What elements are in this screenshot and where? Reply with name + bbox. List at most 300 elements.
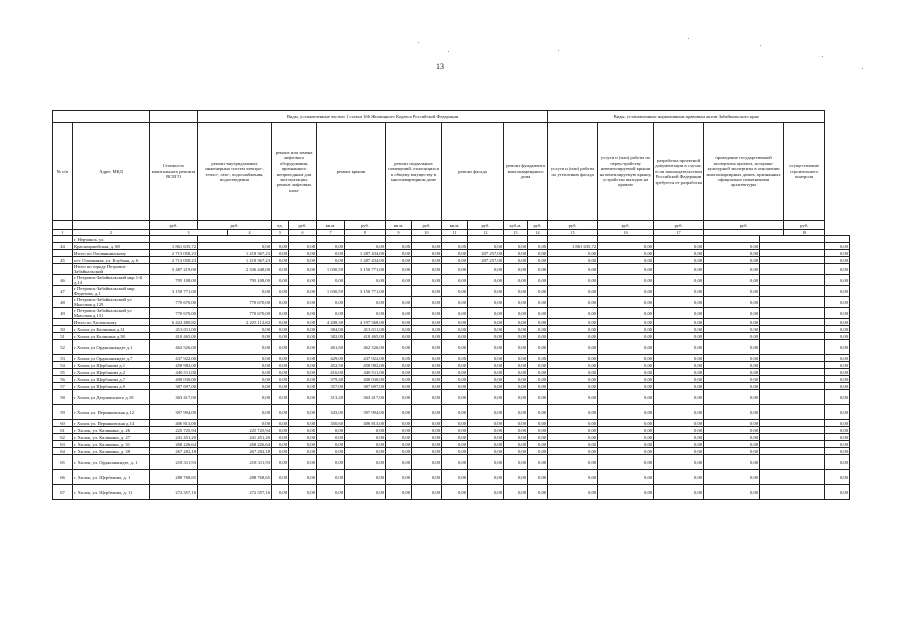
cell-value: 0,00 <box>289 286 317 297</box>
cell-value: 0,00 <box>654 405 704 420</box>
unit-label: руб. <box>289 221 317 230</box>
unit-label: руб. <box>468 221 504 230</box>
cell-value: 0,00 <box>412 326 442 333</box>
cell-value: 0,00 <box>598 286 654 297</box>
header-foundation: ремонт фундамента многоквартирного дома <box>504 123 548 221</box>
cell-value: 0,00 <box>442 405 468 420</box>
cell-value: 0,00 <box>272 420 289 427</box>
unit-label: руб. <box>150 221 198 230</box>
cell-value: 406 813,00 <box>345 420 386 427</box>
cell-value: 413 011,00 <box>150 326 198 333</box>
column-index: 18 <box>784 230 825 236</box>
cell-value: 0,00 <box>468 455 504 470</box>
cell-value: 0,00 <box>528 286 548 297</box>
cell-value: 0,00 <box>528 243 548 250</box>
cell-value: 0,00 <box>598 250 654 257</box>
cell-value: 0,00 <box>825 340 850 355</box>
column-index: 7 <box>317 230 345 236</box>
cell-value: 0,00 <box>504 485 528 500</box>
row-address: г. Хилок, ул. Калинина, д. 38 <box>73 448 150 455</box>
cell-value: 0,00 <box>528 383 548 390</box>
row-address: г Петровск-Забайкальский ул Мысовая д.129 <box>73 297 150 308</box>
row-address: г. Хилок, ул. Щербакова, д. 11 <box>73 485 150 500</box>
cell-value: 0,00 <box>654 441 704 448</box>
cell-value: 0,00 <box>198 326 272 333</box>
cell-value: 0,00 <box>468 326 504 333</box>
cell-value: 0,00 <box>198 355 272 362</box>
cell-value: 0,00 <box>412 275 442 286</box>
cell-value: 0,00 <box>289 390 317 405</box>
cell-value: 0,00 <box>289 355 317 362</box>
cell-value: 241 451,20 <box>150 434 198 441</box>
cell-value: 0,00 <box>442 383 468 390</box>
cell-value: 0,00 <box>654 434 704 441</box>
cell-value: 0,00 <box>468 362 504 369</box>
cell-value: 0,00 <box>548 390 598 405</box>
cell-value: 0,00 <box>504 275 528 286</box>
cell-value: 0,00 <box>468 376 504 383</box>
cell-value <box>760 427 825 434</box>
cell-value: 0,00 <box>598 383 654 390</box>
cell-value <box>317 236 345 243</box>
subtotal-row <box>53 250 850 257</box>
cell-value: 0,00 <box>825 420 850 427</box>
cell-value: 0,00 <box>528 485 548 500</box>
cell-value: 413 011,00 <box>345 326 386 333</box>
cell-value <box>760 257 825 264</box>
cell-value: 0,00 <box>468 355 504 362</box>
cell-value: 0,00 <box>198 340 272 355</box>
cell-value: 0,00 <box>386 326 412 333</box>
table-row <box>53 405 850 420</box>
cell-value: 0,00 <box>289 250 317 257</box>
row-number: 63 <box>53 441 73 448</box>
cell-value: 0,00 <box>442 319 468 326</box>
row-number: 54 <box>53 362 73 369</box>
cell-value: 0,00 <box>598 340 654 355</box>
cell-value: 0,00 <box>504 333 528 340</box>
table-row <box>53 420 850 427</box>
column-index: 1 <box>53 230 73 236</box>
cell-value: 408 030,00 <box>150 376 198 383</box>
table-row <box>53 355 850 362</box>
cell-value: 0,00 <box>317 455 345 470</box>
cell-value: 0,00 <box>654 250 704 257</box>
cell-value: 0,00 <box>345 308 386 319</box>
cell-value: 1 030,59 <box>317 286 345 297</box>
column-index: 11 <box>442 230 468 236</box>
header-facade: ремонт фасада <box>442 123 504 221</box>
cell-value: 0,00 <box>654 319 704 326</box>
cell-value: 440 511,00 <box>150 369 198 376</box>
cell-value: 0,00 <box>528 326 548 333</box>
cell-value: 0,00 <box>598 257 654 264</box>
scan-speck <box>448 51 449 52</box>
cell-value: 0,00 <box>825 355 850 362</box>
table-row <box>53 485 850 500</box>
cell-value: 0,00 <box>548 286 598 297</box>
capital-repair-table <box>52 110 850 500</box>
unit-label: руб. <box>548 221 598 230</box>
cell-value: 0,00 <box>412 333 442 340</box>
cell-value: 0,00 <box>386 470 412 485</box>
table-row <box>53 236 850 243</box>
cell-value: 0,00 <box>548 434 598 441</box>
cell-value <box>760 390 825 405</box>
cell-value: 0,00 <box>548 297 598 308</box>
cell-value: 0,00 <box>386 405 412 420</box>
cell-value: 0,00 <box>317 275 345 286</box>
cell-value <box>345 236 386 243</box>
row-number: 64 <box>53 448 73 455</box>
cell-value: 461,60 <box>317 340 345 355</box>
cell-value: 0,00 <box>654 264 704 275</box>
cell-value <box>760 369 825 376</box>
row-address: г Хилок ул Щербакова д.9 <box>73 383 150 390</box>
cell-value: 0,00 <box>504 405 528 420</box>
cell-value: 0,00 <box>412 243 442 250</box>
cell-value: 0,00 <box>528 405 548 420</box>
cell-value: 2 336 448,00 <box>198 264 272 275</box>
cell-value: 0,00 <box>598 427 654 434</box>
cell-value: 0,00 <box>468 264 504 275</box>
cell-value: 0,00 <box>289 275 317 286</box>
cell-value: 1 030,59 <box>317 264 345 275</box>
cell-value: 0,00 <box>289 383 317 390</box>
cell-value: 429,00 <box>317 355 345 362</box>
cell-value: 0,00 <box>654 369 704 376</box>
cell-value: 0,00 <box>825 470 850 485</box>
unit-label: ед. <box>272 221 289 230</box>
scan-speck <box>760 45 761 46</box>
cell-value <box>760 376 825 383</box>
cell-value: 0,00 <box>704 448 760 455</box>
row-number: 46 <box>53 275 73 286</box>
column-index: 16 <box>598 230 654 236</box>
row-address: г Петровск-Забайкальский мкр 1-й д.14 <box>73 275 150 286</box>
cell-value: 0,00 <box>317 448 345 455</box>
cell-value: 0,00 <box>272 485 289 500</box>
row-number: 67 <box>53 485 73 500</box>
cell-value: 0,00 <box>386 264 412 275</box>
cell-value: 0,00 <box>704 390 760 405</box>
cell-value: 0,00 <box>272 286 289 297</box>
cell-value: 0,00 <box>468 286 504 297</box>
cell-value: 0,00 <box>704 340 760 355</box>
cell-value: 0,00 <box>528 319 548 326</box>
cell-value: 0,00 <box>412 308 442 319</box>
unit-label: кв.м. <box>317 221 345 230</box>
cell-value: 0,00 <box>412 340 442 355</box>
row-number: 50 <box>53 326 73 333</box>
header-no: № п/п <box>53 123 73 221</box>
cell-value: 384,00 <box>317 326 345 333</box>
cell-value: 0,00 <box>468 390 504 405</box>
cell-value: 0,00 <box>548 333 598 340</box>
cell-value: 0,00 <box>272 333 289 340</box>
cell-value: 0,00 <box>825 448 850 455</box>
cell-value: 0,00 <box>654 257 704 264</box>
cell-value <box>760 308 825 319</box>
cell-value: 0,00 <box>504 264 528 275</box>
cell-value: 0,00 <box>504 355 528 362</box>
cell-value: 0,00 <box>412 470 442 485</box>
cell-value: 0,00 <box>528 470 548 485</box>
cell-value: 0,00 <box>345 434 386 441</box>
row-address: г Хилок ул Орджоникидзе д.1 <box>73 340 150 355</box>
cell-value: 0,00 <box>386 340 412 355</box>
unit-label: руб. <box>412 221 442 230</box>
cell-value: 0,00 <box>272 362 289 369</box>
cell-value: 0,00 <box>825 264 850 275</box>
cell-value: 0,00 <box>442 455 468 470</box>
row-number: 60 <box>53 420 73 427</box>
cell-value: 0,00 <box>598 448 654 455</box>
cell-value: 0,00 <box>289 319 317 326</box>
cell-value: 0,00 <box>504 441 528 448</box>
cell-value: 0,00 <box>386 319 412 326</box>
cell-value: 0,00 <box>272 243 289 250</box>
cell-value: 0,00 <box>289 405 317 420</box>
cell-value: 0,00 <box>528 257 548 264</box>
cell-value: 268 226,64 <box>198 441 272 448</box>
cell-value: 0,00 <box>825 434 850 441</box>
cell-value <box>548 236 598 243</box>
cell-value: 0,00 <box>289 441 317 448</box>
cell-value: 458 982,00 <box>345 362 386 369</box>
cell-value: 0,00 <box>289 257 317 264</box>
cell-value: 0,00 <box>442 340 468 355</box>
cell-value: 0,00 <box>468 243 504 250</box>
cell-value: 0,00 <box>504 383 528 390</box>
cell-value: 0,00 <box>598 319 654 326</box>
cell-value: 416,00 <box>317 369 345 376</box>
table-row <box>53 362 850 369</box>
cell-value: 0,00 <box>504 470 528 485</box>
cell-value: 1 861 635,72 <box>548 243 598 250</box>
row-number <box>53 250 73 257</box>
cell-value: 1 861 635,72 <box>150 243 198 250</box>
cell-value: 0,00 <box>386 308 412 319</box>
cell-value: 0,00 <box>704 264 760 275</box>
cell-value: 0,00 <box>504 319 528 326</box>
cell-value: 2 713 058,23 <box>150 257 198 264</box>
cell-value: 0,00 <box>704 243 760 250</box>
cell-value: 0,00 <box>598 326 654 333</box>
cell-value <box>760 362 825 369</box>
unit-label: куб.м. <box>504 221 528 230</box>
cell-value: 0,00 <box>825 243 850 250</box>
cell-value: 437 922,00 <box>345 355 386 362</box>
row-address: Итого по Оловяннинскому <box>73 250 150 257</box>
cell-value: 0,00 <box>317 470 345 485</box>
cell-value: 0,00 <box>345 275 386 286</box>
cell-value: 0,00 <box>504 376 528 383</box>
header-elevator: ремонт или замена лифтового оборудования, признанного непригодным для эксплуатации, ремонт лифтовых шахт <box>272 123 317 221</box>
cell-value: 0,00 <box>289 340 317 355</box>
cell-value: 0,00 <box>504 369 528 376</box>
cell-value: 0,00 <box>289 362 317 369</box>
cell-value: 0,00 <box>272 383 289 390</box>
cell-value: 0,00 <box>198 362 272 369</box>
column-index: 3 <box>150 230 228 236</box>
header-engineering: ремонт внутридомовых инженерных систем электро-, тепло-, газо-, водоснабжения, водоотведения <box>198 123 272 221</box>
cell-value: 0,00 <box>272 355 289 362</box>
row-address: г Хилок ул Орджоникидзе д.7 <box>73 355 150 362</box>
cell-value: 0,00 <box>528 362 548 369</box>
cell-value: 452,50 <box>317 362 345 369</box>
cell-value: 3 150 771,00 <box>345 286 386 297</box>
table-row <box>53 441 850 448</box>
cell-value: 0,00 <box>412 250 442 257</box>
cell-value <box>442 236 468 243</box>
row-number: 52 <box>53 340 73 355</box>
row-number: 58 <box>53 390 73 405</box>
cell-value: 0,00 <box>598 434 654 441</box>
cell-value: 0,00 <box>468 405 504 420</box>
cell-value: 0,00 <box>654 376 704 383</box>
cell-value: 0,00 <box>825 319 850 326</box>
table-row <box>53 390 850 405</box>
cell-value <box>198 236 272 243</box>
cell-value: 0,00 <box>468 485 504 500</box>
table-row <box>53 434 850 441</box>
scan-speck <box>822 56 823 57</box>
cell-value <box>468 236 504 243</box>
cell-value: 0,00 <box>825 390 850 405</box>
header-basement: ремонт подвальных помещений, относящихся к общему имуществу в многоквартирном доме <box>386 123 442 221</box>
cell-value: 0,00 <box>825 376 850 383</box>
cell-value: 0,00 <box>412 427 442 434</box>
cell-value: 0,00 <box>528 390 548 405</box>
cell-value: 0,00 <box>412 405 442 420</box>
cell-value: 0,00 <box>704 455 760 470</box>
cell-value: 0,00 <box>442 286 468 297</box>
cell-value: 0,00 <box>198 333 272 340</box>
cell-value: 0,00 <box>654 420 704 427</box>
cell-value <box>272 236 289 243</box>
cell-value: 0,00 <box>654 297 704 308</box>
cell-value: 0,00 <box>468 333 504 340</box>
cell-value: 0,00 <box>548 369 598 376</box>
cell-value: 0,00 <box>548 405 598 420</box>
cell-value: 410 465,00 <box>345 333 386 340</box>
cell-value: 0,00 <box>598 275 654 286</box>
cell-value: 0,00 <box>548 376 598 383</box>
cell-value: 0,00 <box>825 308 850 319</box>
cell-value: 0,00 <box>598 369 654 376</box>
cell-value: 0,00 <box>289 376 317 383</box>
cell-value: 0,00 <box>548 427 598 434</box>
cell-value: 0,00 <box>504 427 528 434</box>
cell-value: 0,00 <box>654 355 704 362</box>
row-number <box>53 236 73 243</box>
cell-value: 0,00 <box>504 286 528 297</box>
cell-value: 0,00 <box>598 376 654 383</box>
cell-value: 267 282,18 <box>150 448 198 455</box>
cell-value: 0,00 <box>704 427 760 434</box>
row-number: 53 <box>53 355 73 362</box>
cell-value <box>825 236 850 243</box>
cell-value: 0,00 <box>272 308 289 319</box>
cell-value: 0,00 <box>504 326 528 333</box>
cell-value: 0,00 <box>289 448 317 455</box>
cell-value: 1 287 434,00 <box>345 257 386 264</box>
cell-value: 0,00 <box>345 455 386 470</box>
cell-value: 0,00 <box>548 308 598 319</box>
cell-value: 0,00 <box>412 355 442 362</box>
row-address: г. Хилок, ул. Калинина, д. 26 <box>73 427 150 434</box>
cell-value: 0,00 <box>504 308 528 319</box>
cell-value: 288 768,65 <box>150 470 198 485</box>
cell-value: 0,00 <box>528 355 548 362</box>
cell-value: 0,00 <box>528 455 548 470</box>
cell-value: 0,00 <box>548 340 598 355</box>
cell-value: 0,00 <box>272 427 289 434</box>
cell-value: 225 725,94 <box>198 427 272 434</box>
row-address: г Хилок ул. Пермяковская д.14 <box>73 420 150 427</box>
cell-value: 0,00 <box>289 427 317 434</box>
cell-value: 0,00 <box>317 485 345 500</box>
column-index: 4 <box>228 230 272 236</box>
cell-value: 0,00 <box>317 434 345 441</box>
unit-label: руб. <box>654 221 704 230</box>
table-row <box>53 340 850 355</box>
cell-value: 0,00 <box>468 275 504 286</box>
cell-value: 4 208,30 <box>317 319 345 326</box>
cell-value: 0,00 <box>598 333 654 340</box>
cell-value: 770 670,00 <box>150 308 198 319</box>
cell-value: 0,00 <box>386 355 412 362</box>
table-row <box>53 448 850 455</box>
cell-value: 0,00 <box>528 340 548 355</box>
cell-value: 0,00 <box>272 470 289 485</box>
cell-value: 225 725,94 <box>150 427 198 434</box>
header-design-docs: разработка проектной документации в случае, если законодательством Российской Федерации требуется ее разработка <box>654 123 704 221</box>
table-row <box>53 376 850 383</box>
cell-value: 0,00 <box>272 340 289 355</box>
cell-value: 0,00 <box>317 250 345 257</box>
cell-value: 0,00 <box>289 455 317 470</box>
cell-value: 0,00 <box>317 257 345 264</box>
cell-value: 0,00 <box>528 448 548 455</box>
row-number: 51 <box>53 333 73 340</box>
row-address: г. Хилок, ул. Калинина, д. 31 <box>73 441 150 448</box>
cell-value: 0,00 <box>598 390 654 405</box>
cell-value: 0,00 <box>198 376 272 383</box>
cell-value: 0,00 <box>704 275 760 286</box>
cell-value: 0,00 <box>468 420 504 427</box>
row-address: г Хилок ул. Пермяковская д.12 <box>73 405 150 420</box>
table-row <box>53 297 850 308</box>
row-number: 62 <box>53 434 73 441</box>
cell-value: 0,00 <box>704 308 760 319</box>
cell-value: 0,00 <box>825 257 850 264</box>
row-address: Итого по Хилокскому <box>73 319 150 326</box>
cell-value: 0,00 <box>548 275 598 286</box>
cell-value: 0,00 <box>528 264 548 275</box>
cell-value: 0,00 <box>317 243 345 250</box>
cell-value <box>760 286 825 297</box>
cell-value: 0,00 <box>289 333 317 340</box>
row-address: г Хилок ул Калинина д.31 <box>73 326 150 333</box>
row-number: 47 <box>53 286 73 297</box>
scan-speck <box>558 50 559 51</box>
cell-value: 0,00 <box>345 427 386 434</box>
cell-value: 0,00 <box>412 383 442 390</box>
column-index: 17 <box>654 230 704 236</box>
cell-value: 0,00 <box>442 470 468 485</box>
